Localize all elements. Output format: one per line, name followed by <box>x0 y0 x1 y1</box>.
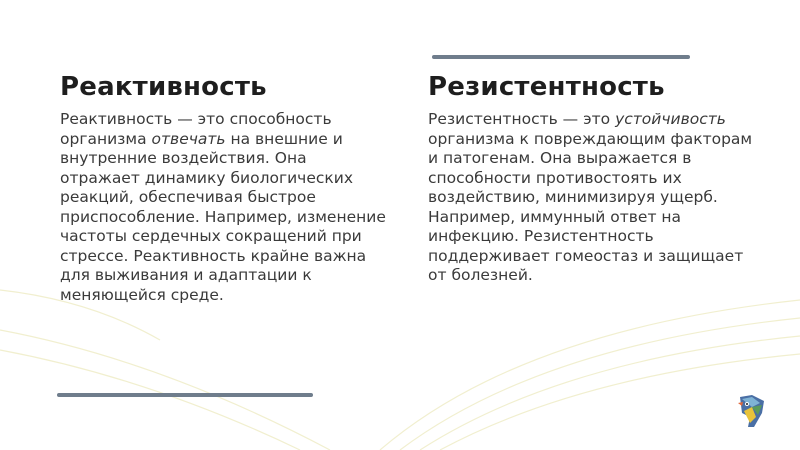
reactivity-text-end: на внешние и внутренние воздействия. Она отражает динамику биологических реакций, обеспечивая быстрое приспособление. Например, изменение частоты сердечных сокращений при стрессе. Реактивность крайне важна для выживания и адаптации к меняющейся среде. <box>60 129 386 304</box>
reactivity-paragraph <box>60 110 390 305</box>
resistance-text-end: организма к повреждающим факторам и патогенам. Она выражается в способности противостоять их воздействию, минимизируя ущерб. Например, иммунный ответ на инфекцию. Резистентность поддерживает гомеостаз и защищает от болезней. <box>428 129 753 284</box>
parrot-logo-icon <box>734 393 768 429</box>
reactivity-text-start: Реактивность — это способность организма <box>60 110 332 148</box>
top-divider-line <box>432 55 690 59</box>
resistance-paragraph <box>428 110 758 286</box>
resistance-section <box>428 72 758 286</box>
resistance-heading: Резистентность <box>428 72 665 102</box>
reactivity-text-italic: отвечать <box>151 129 226 148</box>
resistance-text-italic: устойчивость <box>615 110 726 128</box>
reactivity-section <box>60 72 390 305</box>
resistance-text-start: Резистентность — это <box>428 110 616 128</box>
reactivity-heading: Реактивность <box>60 72 267 102</box>
bottom-divider-line <box>57 393 313 397</box>
